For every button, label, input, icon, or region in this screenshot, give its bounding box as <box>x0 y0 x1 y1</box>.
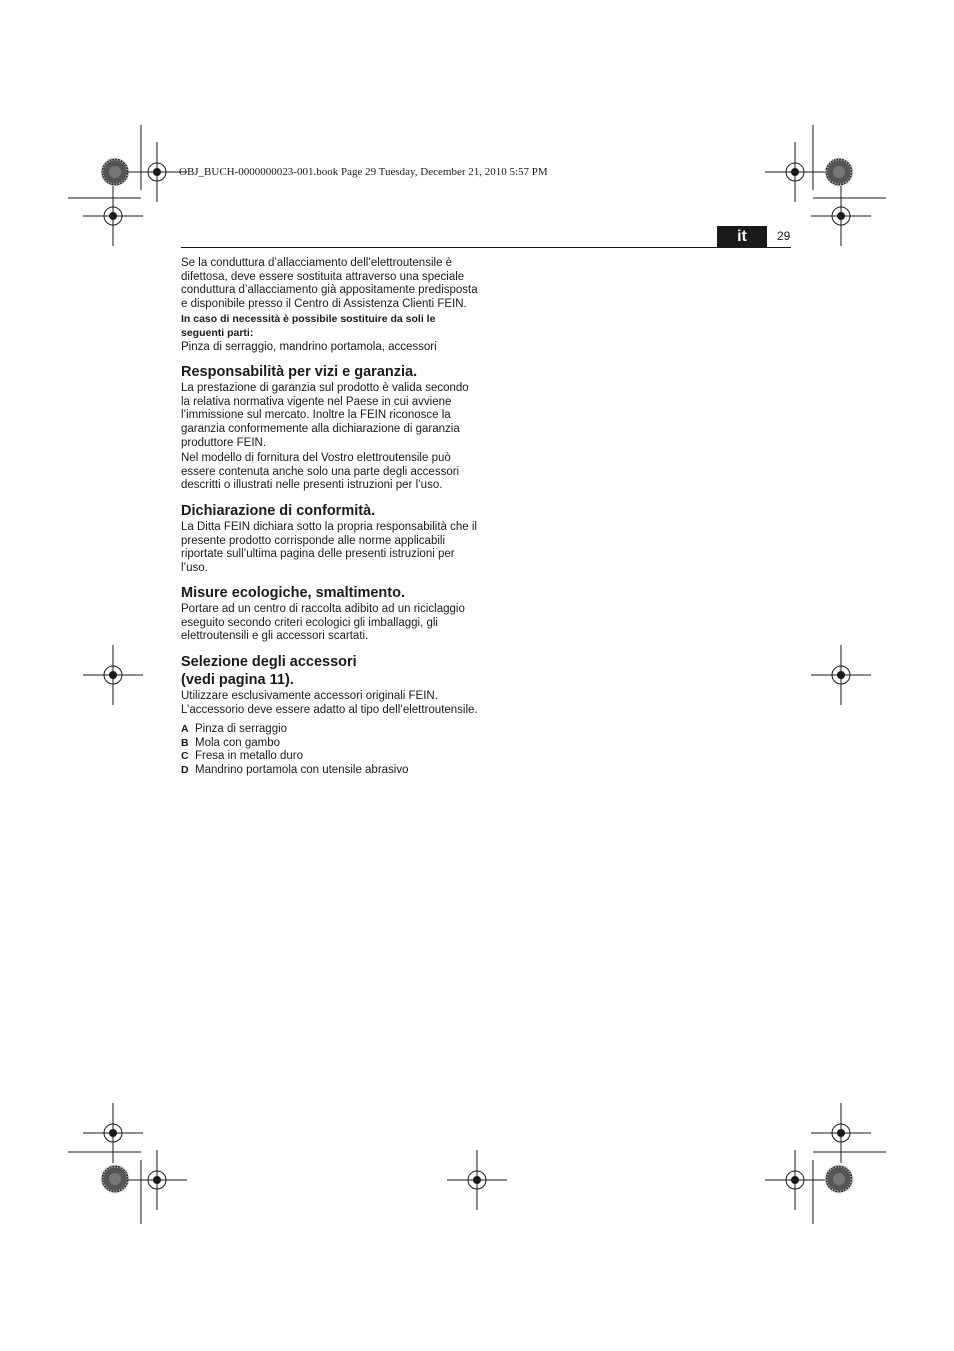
color-wheel-icon <box>102 1166 128 1192</box>
warranty-paragraph: La prestazione di garanzia sul prodotto è valida secondo la relativa normativa vigente nel Paese in cui avviene l’immissione sul mercato. Inoltre la FEIN riconosce la garanzia conformemente alla dichiarazione di garanzia produttore FEIN. <box>181 382 469 449</box>
registration-cross-icon <box>83 186 143 246</box>
language-badge: it <box>717 226 767 247</box>
registration-cross-icon <box>811 186 871 246</box>
accessories-list <box>181 723 479 777</box>
replaceable-parts-list: Pinza di serraggio, mandrino portamola, accessori <box>181 340 437 353</box>
registration-cross-icon <box>83 645 143 705</box>
accessories-paragraph: Utilizzare esclusivamente accessori originali FEIN. <box>181 690 438 703</box>
list-item-letter: A <box>181 723 189 736</box>
header-rule <box>181 247 791 248</box>
list-item-text: Mola con gambo <box>195 736 281 749</box>
registration-cross-icon <box>127 1150 187 1210</box>
replaceable-parts-note: In caso di necessità è possibile sostituire da soli le seguenti parti: <box>181 313 436 339</box>
color-wheel-icon <box>826 159 852 185</box>
list-item-letter: B <box>181 736 189 749</box>
list-item <box>181 723 479 737</box>
registration-cross-icon <box>765 142 825 202</box>
registration-cross-icon <box>811 645 871 705</box>
registration-cross-icon <box>811 1103 871 1163</box>
accessories-paragraph-2: L’accessorio deve essere adatto al tipo dell’elettroutensile. <box>181 703 478 716</box>
registration-cross-icon <box>447 1150 507 1210</box>
list-item-text: Fresa in metallo duro <box>195 750 304 763</box>
accessories-heading-line-2: (vedi pagina 11). <box>181 672 294 689</box>
ecology-heading: Misure ecologiche, smaltimento. <box>181 585 405 602</box>
list-item <box>181 737 479 751</box>
accessories-heading-line-1: Selezione degli accessori <box>181 654 357 671</box>
accessories-heading <box>181 653 479 689</box>
registration-cross-icon <box>127 142 187 202</box>
main-column <box>181 257 479 778</box>
intro-paragraph: Se la conduttura d’allacciamento dell’elettroutensile è difettosa, deve essere sostituita attraverso una speciale conduttura d’allacciamento già appositamente predisposta e disponibile presso il Centro di Assistenza Clienti FEIN. <box>181 257 478 310</box>
registration-cross-icon <box>765 1150 825 1210</box>
book-info: OBJ_BUCH-0000000023-001.book Page 29 Tuesday, December 21, 2010 5:57 PM <box>179 166 548 178</box>
color-wheel-icon <box>826 1166 852 1192</box>
list-item-text: Pinza di serraggio <box>195 723 288 736</box>
conformity-paragraph: La Ditta FEIN dichiara sotto la propria responsabilità che il presente prodotto corrisponde alle norme applicabili riportate sull’ultima pagina delle presenti istruzioni per l’uso. <box>181 520 477 574</box>
registration-cross-icon <box>83 1103 143 1163</box>
ecology-paragraph: Portare ad un centro di raccolta adibito ad un riciclaggio eseguito secondo criteri ecologici gli imballaggi, gli elettroutensili e gli accessori scartati. <box>181 603 465 643</box>
page-number: 29 <box>777 229 791 243</box>
list-item-text: Mandrino portamola con utensile abrasivo <box>195 764 409 777</box>
warranty-heading: Responsabilità per vizi e garanzia. <box>181 364 418 381</box>
warranty-paragraph-2: Nel modello di fornitura del Vostro elettroutensile può essere contenuta anche solo una parte degli accessori descritti o illustrati nelle presenti istruzioni per l’uso. <box>181 452 460 492</box>
list-item-letter: D <box>181 764 189 777</box>
list-item <box>181 750 479 764</box>
conformity-heading: Dichiarazione di conformità. <box>181 502 376 519</box>
color-wheel-icon <box>102 159 128 185</box>
list-item-letter: C <box>181 750 189 763</box>
list-item <box>181 764 479 778</box>
